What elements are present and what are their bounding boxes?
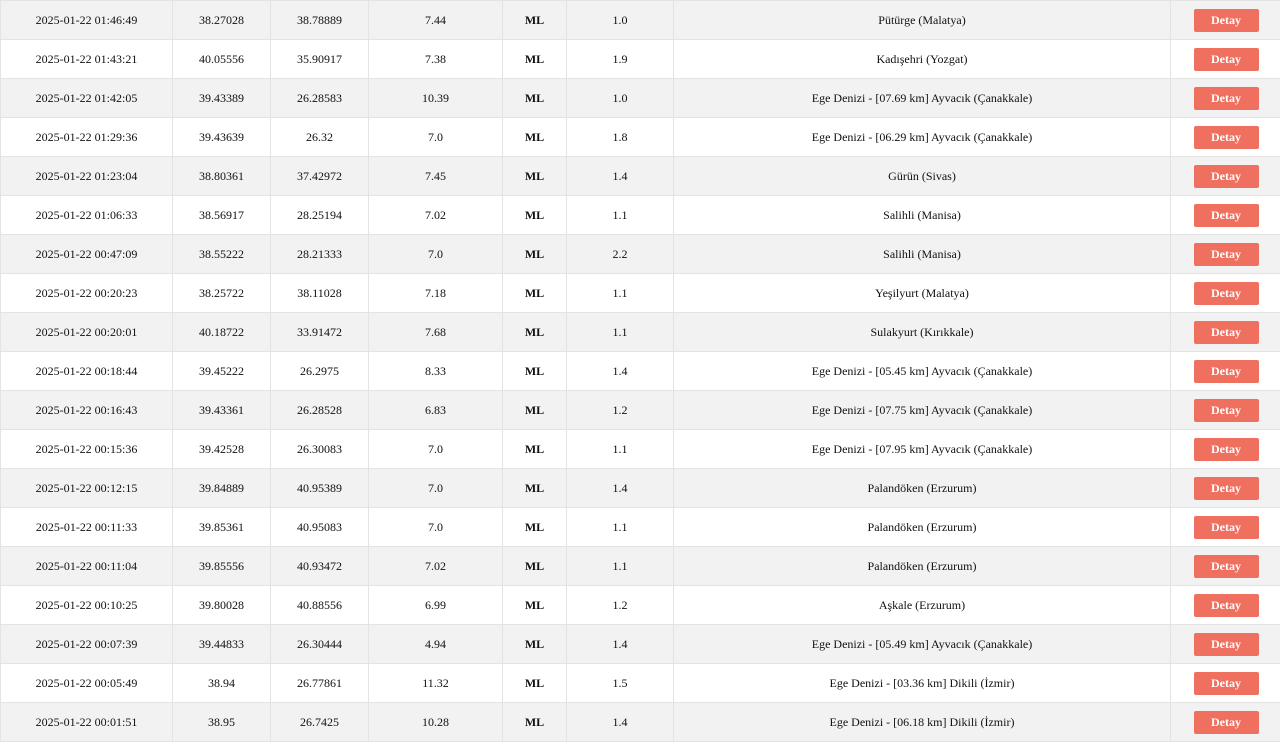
- depth-cell: 7.02: [369, 547, 503, 586]
- magnitude-cell: 1.0: [567, 79, 674, 118]
- location-cell: Pütürge (Malatya): [674, 1, 1171, 40]
- detail-button[interactable]: Detay: [1194, 321, 1259, 344]
- longitude-cell: 37.42972: [271, 157, 369, 196]
- latitude-cell: 39.45222: [173, 352, 271, 391]
- latitude-cell: 39.43639: [173, 118, 271, 157]
- table-row: [1, 196, 1280, 235]
- magnitude-type-cell: ML: [503, 625, 567, 664]
- magnitude-type-cell: ML: [503, 274, 567, 313]
- latitude-cell: 39.44833: [173, 625, 271, 664]
- depth-cell: 7.0: [369, 469, 503, 508]
- depth-cell: 10.28: [369, 703, 503, 742]
- depth-cell: 7.02: [369, 196, 503, 235]
- location-cell: Salihli (Manisa): [674, 235, 1171, 274]
- latitude-cell: 38.25722: [173, 274, 271, 313]
- depth-cell: 7.0: [369, 430, 503, 469]
- longitude-cell: 38.11028: [271, 274, 369, 313]
- date-cell: 2025-01-22 00:47:09: [1, 235, 173, 274]
- detail-button[interactable]: Detay: [1194, 672, 1259, 695]
- magnitude-type-cell: ML: [503, 352, 567, 391]
- date-cell: 2025-01-22 01:46:49: [1, 1, 173, 40]
- location-cell: Kadışehri (Yozgat): [674, 40, 1171, 79]
- action-cell: [1171, 274, 1280, 313]
- latitude-cell: 38.80361: [173, 157, 271, 196]
- latitude-cell: 39.85361: [173, 508, 271, 547]
- magnitude-type-cell: ML: [503, 1, 567, 40]
- magnitude-type-cell: ML: [503, 235, 567, 274]
- table-row: [1, 274, 1280, 313]
- detail-button[interactable]: Detay: [1194, 87, 1259, 110]
- magnitude-cell: 1.4: [567, 703, 674, 742]
- magnitude-type-cell: ML: [503, 157, 567, 196]
- date-cell: 2025-01-22 00:11:04: [1, 547, 173, 586]
- magnitude-type-cell: ML: [503, 664, 567, 703]
- depth-cell: 10.39: [369, 79, 503, 118]
- table-row: [1, 469, 1280, 508]
- location-cell: Palandöken (Erzurum): [674, 469, 1171, 508]
- action-cell: [1171, 469, 1280, 508]
- location-cell: Palandöken (Erzurum): [674, 547, 1171, 586]
- table-row: [1, 352, 1280, 391]
- longitude-cell: 26.32: [271, 118, 369, 157]
- table-row: [1, 40, 1280, 79]
- table-row: [1, 664, 1280, 703]
- date-cell: 2025-01-22 01:42:05: [1, 79, 173, 118]
- detail-button[interactable]: Detay: [1194, 282, 1259, 305]
- magnitude-cell: 2.2: [567, 235, 674, 274]
- latitude-cell: 39.85556: [173, 547, 271, 586]
- longitude-cell: 38.78889: [271, 1, 369, 40]
- action-cell: [1171, 547, 1280, 586]
- magnitude-type-cell: ML: [503, 586, 567, 625]
- date-cell: 2025-01-22 00:20:01: [1, 313, 173, 352]
- latitude-cell: 38.27028: [173, 1, 271, 40]
- longitude-cell: 40.88556: [271, 586, 369, 625]
- depth-cell: 6.83: [369, 391, 503, 430]
- date-cell: 2025-01-22 00:16:43: [1, 391, 173, 430]
- depth-cell: 7.68: [369, 313, 503, 352]
- longitude-cell: 26.77861: [271, 664, 369, 703]
- longitude-cell: 40.93472: [271, 547, 369, 586]
- date-cell: 2025-01-22 01:23:04: [1, 157, 173, 196]
- action-cell: [1171, 79, 1280, 118]
- latitude-cell: 38.55222: [173, 235, 271, 274]
- magnitude-cell: 1.5: [567, 664, 674, 703]
- depth-cell: 6.99: [369, 586, 503, 625]
- longitude-cell: 40.95083: [271, 508, 369, 547]
- action-cell: [1171, 40, 1280, 79]
- longitude-cell: 33.91472: [271, 313, 369, 352]
- magnitude-cell: 1.1: [567, 196, 674, 235]
- magnitude-type-cell: ML: [503, 40, 567, 79]
- magnitude-type-cell: ML: [503, 703, 567, 742]
- detail-button[interactable]: Detay: [1194, 594, 1259, 617]
- latitude-cell: 39.84889: [173, 469, 271, 508]
- magnitude-cell: 1.4: [567, 469, 674, 508]
- date-cell: 2025-01-22 00:01:51: [1, 703, 173, 742]
- date-cell: 2025-01-22 00:11:33: [1, 508, 173, 547]
- action-cell: [1171, 625, 1280, 664]
- detail-button[interactable]: Detay: [1194, 438, 1259, 461]
- detail-button[interactable]: Detay: [1194, 9, 1259, 32]
- depth-cell: 7.0: [369, 235, 503, 274]
- latitude-cell: 38.94: [173, 664, 271, 703]
- location-cell: Ege Denizi - [07.69 km] Ayvacık (Çanakkale): [674, 79, 1171, 118]
- magnitude-cell: 1.9: [567, 40, 674, 79]
- depth-cell: 7.45: [369, 157, 503, 196]
- action-cell: [1171, 313, 1280, 352]
- date-cell: 2025-01-22 00:10:25: [1, 586, 173, 625]
- date-cell: 2025-01-22 01:29:36: [1, 118, 173, 157]
- depth-cell: 7.18: [369, 274, 503, 313]
- table-row: [1, 118, 1280, 157]
- magnitude-type-cell: ML: [503, 313, 567, 352]
- latitude-cell: 39.80028: [173, 586, 271, 625]
- depth-cell: 7.38: [369, 40, 503, 79]
- location-cell: Ege Denizi - [07.95 km] Ayvacık (Çanakkale): [674, 430, 1171, 469]
- action-cell: [1171, 508, 1280, 547]
- longitude-cell: 26.28528: [271, 391, 369, 430]
- magnitude-type-cell: ML: [503, 118, 567, 157]
- action-cell: [1171, 586, 1280, 625]
- magnitude-type-cell: ML: [503, 469, 567, 508]
- table-row: [1, 430, 1280, 469]
- action-cell: [1171, 391, 1280, 430]
- depth-cell: 4.94: [369, 625, 503, 664]
- detail-button[interactable]: Detay: [1194, 555, 1259, 578]
- latitude-cell: 38.56917: [173, 196, 271, 235]
- detail-button[interactable]: Detay: [1194, 165, 1259, 188]
- table-row: [1, 79, 1280, 118]
- table-row: [1, 703, 1280, 742]
- date-cell: 2025-01-22 00:15:36: [1, 430, 173, 469]
- location-cell: Gürün (Sivas): [674, 157, 1171, 196]
- magnitude-cell: 1.1: [567, 430, 674, 469]
- magnitude-cell: 1.1: [567, 274, 674, 313]
- date-cell: 2025-01-22 00:20:23: [1, 274, 173, 313]
- date-cell: 2025-01-22 00:07:39: [1, 625, 173, 664]
- table-row: [1, 313, 1280, 352]
- detail-button[interactable]: Detay: [1194, 633, 1259, 656]
- location-cell: Ege Denizi - [03.36 km] Dikili (İzmir): [674, 664, 1171, 703]
- longitude-cell: 26.7425: [271, 703, 369, 742]
- action-cell: [1171, 235, 1280, 274]
- location-cell: Ege Denizi - [06.29 km] Ayvacık (Çanakkale): [674, 118, 1171, 157]
- table-row: [1, 586, 1280, 625]
- location-cell: Ege Denizi - [05.45 km] Ayvacık (Çanakkale): [674, 352, 1171, 391]
- latitude-cell: 40.05556: [173, 40, 271, 79]
- detail-button[interactable]: Detay: [1194, 711, 1259, 734]
- latitude-cell: 40.18722: [173, 313, 271, 352]
- magnitude-cell: 1.1: [567, 547, 674, 586]
- detail-button[interactable]: Detay: [1194, 243, 1259, 266]
- location-cell: Yeşilyurt (Malatya): [674, 274, 1171, 313]
- depth-cell: 11.32: [369, 664, 503, 703]
- action-cell: [1171, 118, 1280, 157]
- date-cell: 2025-01-22 01:43:21: [1, 40, 173, 79]
- detail-button[interactable]: Detay: [1194, 516, 1259, 539]
- detail-button[interactable]: Detay: [1194, 360, 1259, 383]
- longitude-cell: 35.90917: [271, 40, 369, 79]
- action-cell: [1171, 157, 1280, 196]
- magnitude-type-cell: ML: [503, 508, 567, 547]
- longitude-cell: 26.2975: [271, 352, 369, 391]
- action-cell: [1171, 430, 1280, 469]
- magnitude-type-cell: ML: [503, 391, 567, 430]
- action-cell: [1171, 196, 1280, 235]
- location-cell: Aşkale (Erzurum): [674, 586, 1171, 625]
- date-cell: 2025-01-22 00:12:15: [1, 469, 173, 508]
- date-cell: 2025-01-22 01:06:33: [1, 196, 173, 235]
- location-cell: Ege Denizi - [07.75 km] Ayvacık (Çanakkale): [674, 391, 1171, 430]
- depth-cell: 7.0: [369, 118, 503, 157]
- magnitude-cell: 1.8: [567, 118, 674, 157]
- magnitude-cell: 1.4: [567, 352, 674, 391]
- magnitude-cell: 1.2: [567, 391, 674, 430]
- location-cell: Sulakyurt (Kırıkkale): [674, 313, 1171, 352]
- earthquake-table-body: [1, 1, 1280, 742]
- latitude-cell: 38.95: [173, 703, 271, 742]
- table-row: [1, 508, 1280, 547]
- depth-cell: 7.0: [369, 508, 503, 547]
- detail-button[interactable]: Detay: [1194, 204, 1259, 227]
- latitude-cell: 39.43389: [173, 79, 271, 118]
- depth-cell: 8.33: [369, 352, 503, 391]
- magnitude-cell: 1.2: [567, 586, 674, 625]
- table-row: [1, 157, 1280, 196]
- longitude-cell: 26.28583: [271, 79, 369, 118]
- magnitude-cell: 1.1: [567, 508, 674, 547]
- magnitude-type-cell: ML: [503, 79, 567, 118]
- magnitude-cell: 1.4: [567, 157, 674, 196]
- depth-cell: 7.44: [369, 1, 503, 40]
- longitude-cell: 28.25194: [271, 196, 369, 235]
- magnitude-type-cell: ML: [503, 430, 567, 469]
- detail-button[interactable]: Detay: [1194, 399, 1259, 422]
- magnitude-type-cell: ML: [503, 196, 567, 235]
- location-cell: Ege Denizi - [06.18 km] Dikili (İzmir): [674, 703, 1171, 742]
- longitude-cell: 26.30083: [271, 430, 369, 469]
- table-row: [1, 625, 1280, 664]
- table-row: [1, 391, 1280, 430]
- magnitude-cell: 1.1: [567, 313, 674, 352]
- action-cell: [1171, 703, 1280, 742]
- table-row: [1, 235, 1280, 274]
- action-cell: [1171, 352, 1280, 391]
- detail-button[interactable]: Detay: [1194, 48, 1259, 71]
- action-cell: [1171, 1, 1280, 40]
- magnitude-type-cell: ML: [503, 547, 567, 586]
- magnitude-cell: 1.4: [567, 625, 674, 664]
- table-row: [1, 547, 1280, 586]
- table-row: [1, 1, 1280, 40]
- date-cell: 2025-01-22 00:05:49: [1, 664, 173, 703]
- detail-button[interactable]: Detay: [1194, 126, 1259, 149]
- latitude-cell: 39.43361: [173, 391, 271, 430]
- detail-button[interactable]: Detay: [1194, 477, 1259, 500]
- longitude-cell: 28.21333: [271, 235, 369, 274]
- location-cell: Palandöken (Erzurum): [674, 508, 1171, 547]
- longitude-cell: 40.95389: [271, 469, 369, 508]
- location-cell: Salihli (Manisa): [674, 196, 1171, 235]
- latitude-cell: 39.42528: [173, 430, 271, 469]
- longitude-cell: 26.30444: [271, 625, 369, 664]
- date-cell: 2025-01-22 00:18:44: [1, 352, 173, 391]
- action-cell: [1171, 664, 1280, 703]
- magnitude-cell: 1.0: [567, 1, 674, 40]
- location-cell: Ege Denizi - [05.49 km] Ayvacık (Çanakkale): [674, 625, 1171, 664]
